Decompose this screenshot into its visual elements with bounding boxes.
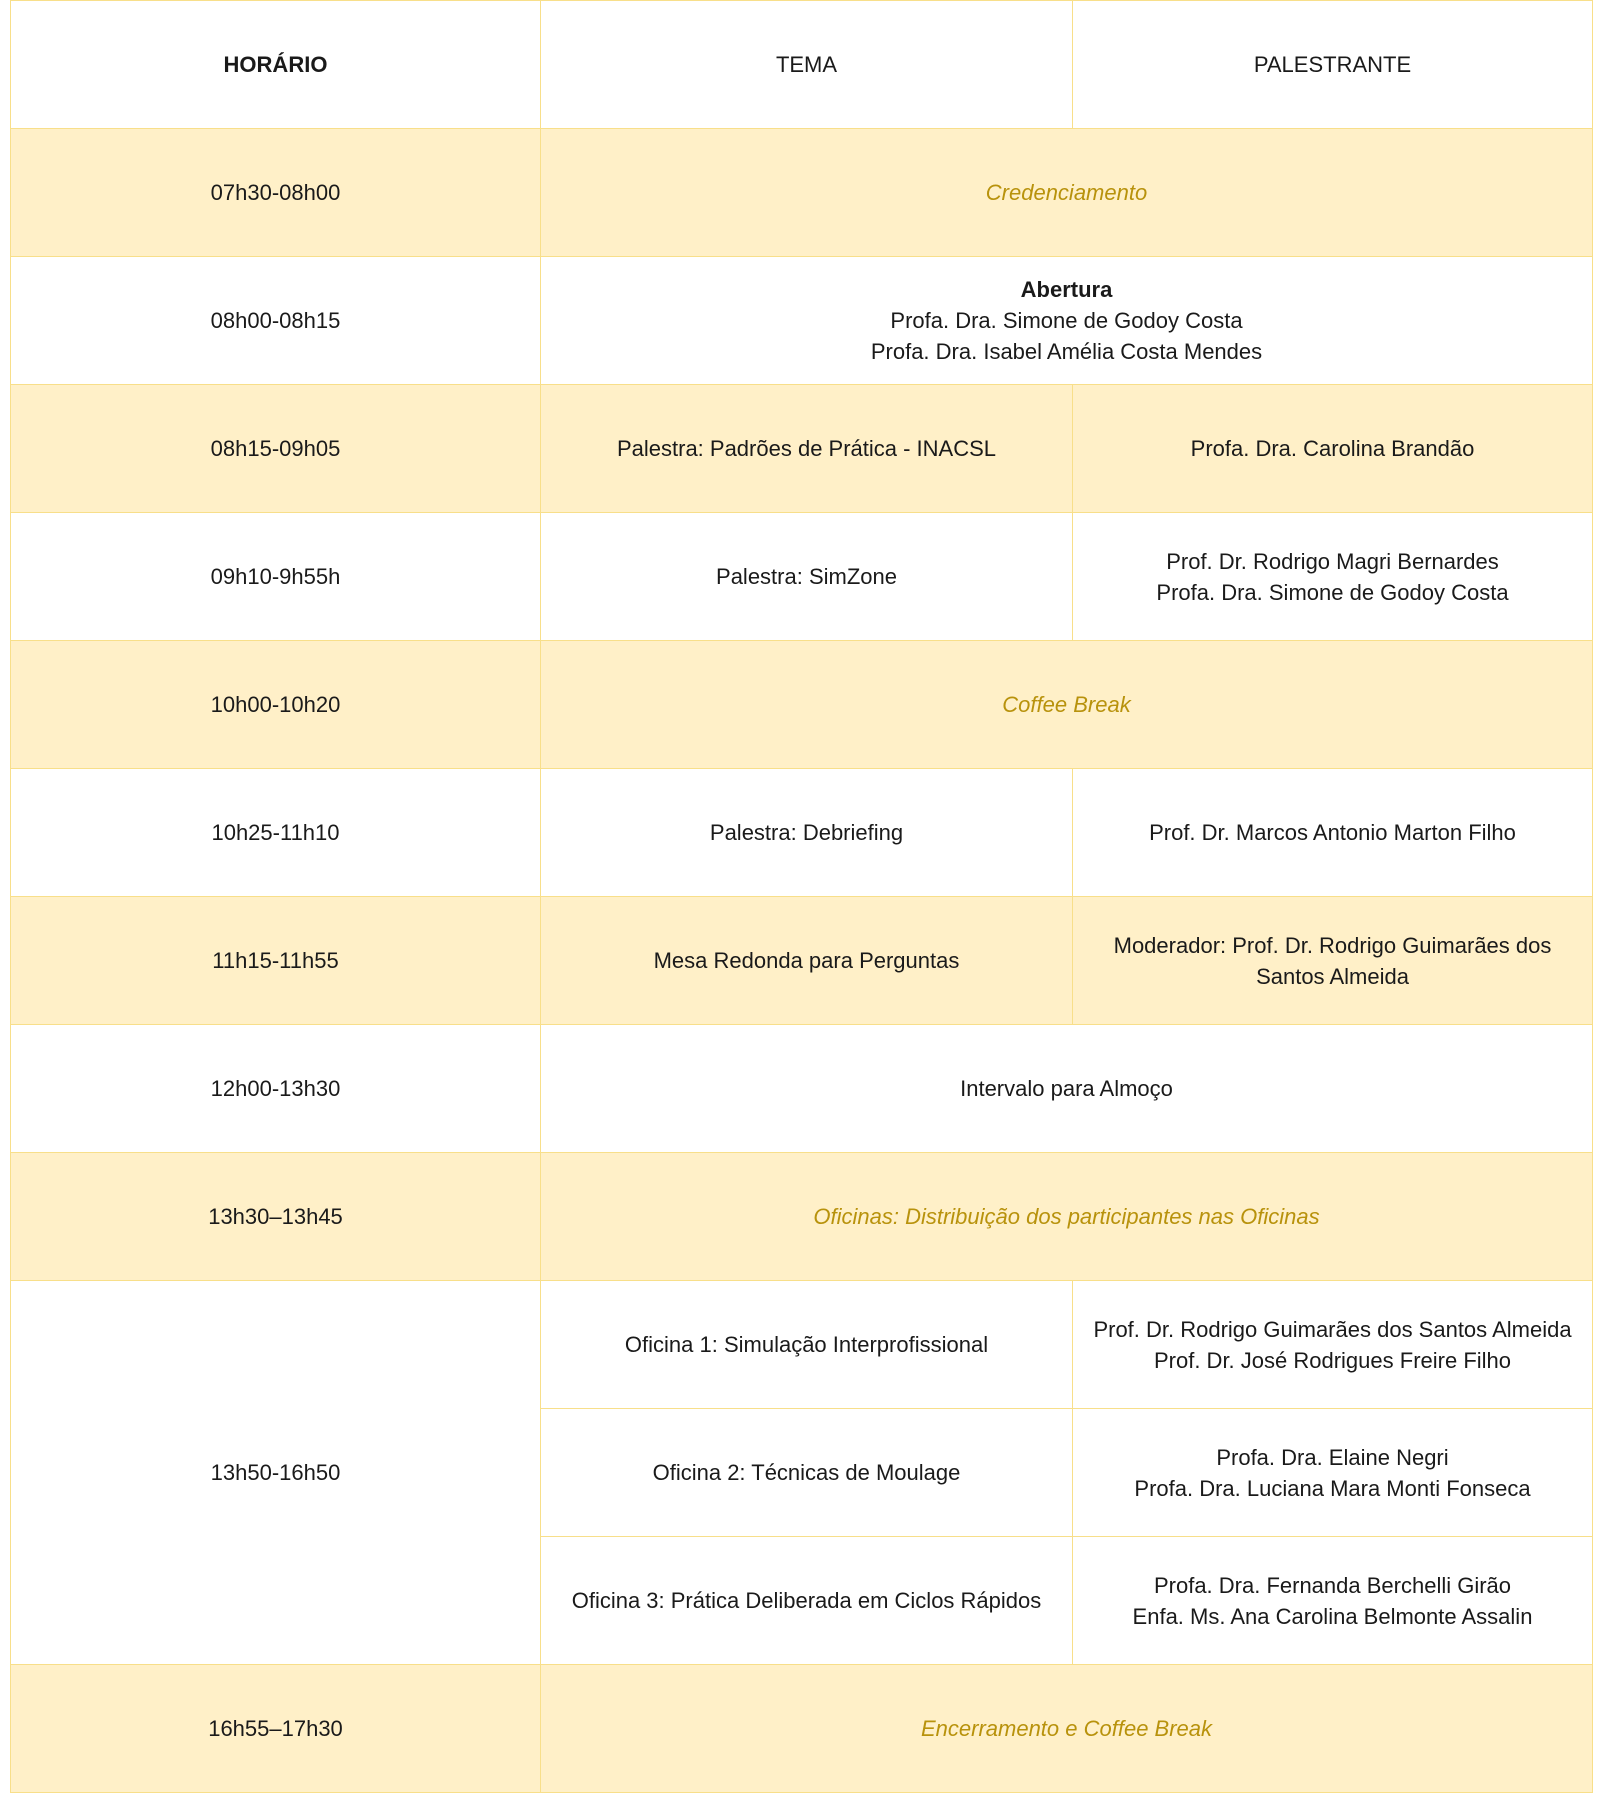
table-row (11, 769, 1593, 897)
topic-cell: Palestra: Padrões de Prática - INACSL (541, 385, 1073, 513)
speaker-cell: Profa. Dra. Carolina Brandão (1073, 385, 1593, 513)
speaker-line: Profa. Dra. Simone de Godoy Costa (890, 308, 1243, 333)
topic-cell: Encerramento e Coffee Break (541, 1665, 1593, 1793)
time-cell: 07h30-08h00 (11, 129, 541, 257)
table-row (11, 513, 1593, 641)
opening-title: Abertura (1020, 277, 1113, 302)
speaker-cell (1073, 1537, 1593, 1665)
time-cell: 10h00-10h20 (11, 641, 541, 769)
time-cell: 11h15-11h55 (11, 897, 541, 1025)
speaker-cell (1073, 1281, 1593, 1409)
speaker-line: Profa. Dra. Simone de Godoy Costa (1156, 579, 1509, 605)
speaker-cell (1073, 897, 1593, 1025)
topic-cell: Oficina 2: Técnicas de Moulage (541, 1409, 1073, 1537)
time-cell: 12h00-13h30 (11, 1025, 541, 1153)
topic-cell: Mesa Redonda para Perguntas (541, 897, 1073, 1025)
speaker-cell (1073, 513, 1593, 641)
table-row (11, 1665, 1593, 1793)
speaker-line: Moderador: Prof. Dr. Rodrigo Guimarães dos (1113, 932, 1552, 958)
table-header-row (11, 1, 1593, 129)
time-cell: 13h50-16h50 (11, 1281, 541, 1665)
table-row (11, 1281, 1593, 1409)
speaker-cell (1073, 1409, 1593, 1537)
time-cell: 13h30–13h45 (11, 1153, 541, 1281)
speaker-cell: Prof. Dr. Marcos Antonio Marton Filho (1073, 769, 1593, 897)
speaker-line: Santos Almeida (1256, 963, 1409, 989)
speaker-line: Prof. Dr. José Rodrigues Freire Filho (1153, 1347, 1512, 1373)
speaker-line: Prof. Dr. Rodrigo Magri Bernardes (1166, 548, 1499, 574)
topic-cell: Intervalo para Almoço (541, 1025, 1593, 1153)
table-row (11, 897, 1593, 1025)
time-cell: 08h00-08h15 (11, 257, 541, 385)
topic-cell: Credenciamento (541, 129, 1593, 257)
topic-cell: Palestra: Debriefing (541, 769, 1073, 897)
header-speaker: PALESTRANTE (1073, 1, 1593, 129)
topic-cell: Oficina 3: Prática Deliberada em Ciclos Rápidos (541, 1537, 1073, 1665)
speaker-line: Profa. Dra. Elaine Negri (1216, 1444, 1449, 1470)
header-time: HORÁRIO (11, 1, 541, 129)
topic-cell: Palestra: SimZone (541, 513, 1073, 641)
topic-cell: Oficina 1: Simulação Interprofissional (541, 1281, 1073, 1409)
topic-cell: Oficinas: Distribuição dos participantes nas Oficinas (541, 1153, 1593, 1281)
header-topic: TEMA (541, 1, 1073, 129)
time-cell: 16h55–17h30 (11, 1665, 541, 1793)
table-row (11, 641, 1593, 769)
speaker-line: Prof. Dr. Rodrigo Guimarães dos Santos Almeida (1093, 1316, 1572, 1342)
table-row (11, 257, 1593, 385)
speaker-line: Profa. Dra. Luciana Mara Monti Fonseca (1134, 1475, 1531, 1501)
table-row (11, 129, 1593, 257)
speaker-line: Profa. Dra. Isabel Amélia Costa Mendes (870, 339, 1263, 364)
table-row (11, 1153, 1593, 1281)
time-cell: 09h10-9h55h (11, 513, 541, 641)
table-row (11, 385, 1593, 513)
table-row (11, 1025, 1593, 1153)
schedule-table (10, 0, 1593, 1793)
time-cell: 10h25-11h10 (11, 769, 541, 897)
speaker-line: Enfa. Ms. Ana Carolina Belmonte Assalin (1132, 1603, 1533, 1629)
time-cell: 08h15-09h05 (11, 385, 541, 513)
topic-cell: Coffee Break (541, 641, 1593, 769)
speaker-line: Profa. Dra. Fernanda Berchelli Girão (1153, 1572, 1512, 1598)
topic-cell (541, 257, 1593, 385)
